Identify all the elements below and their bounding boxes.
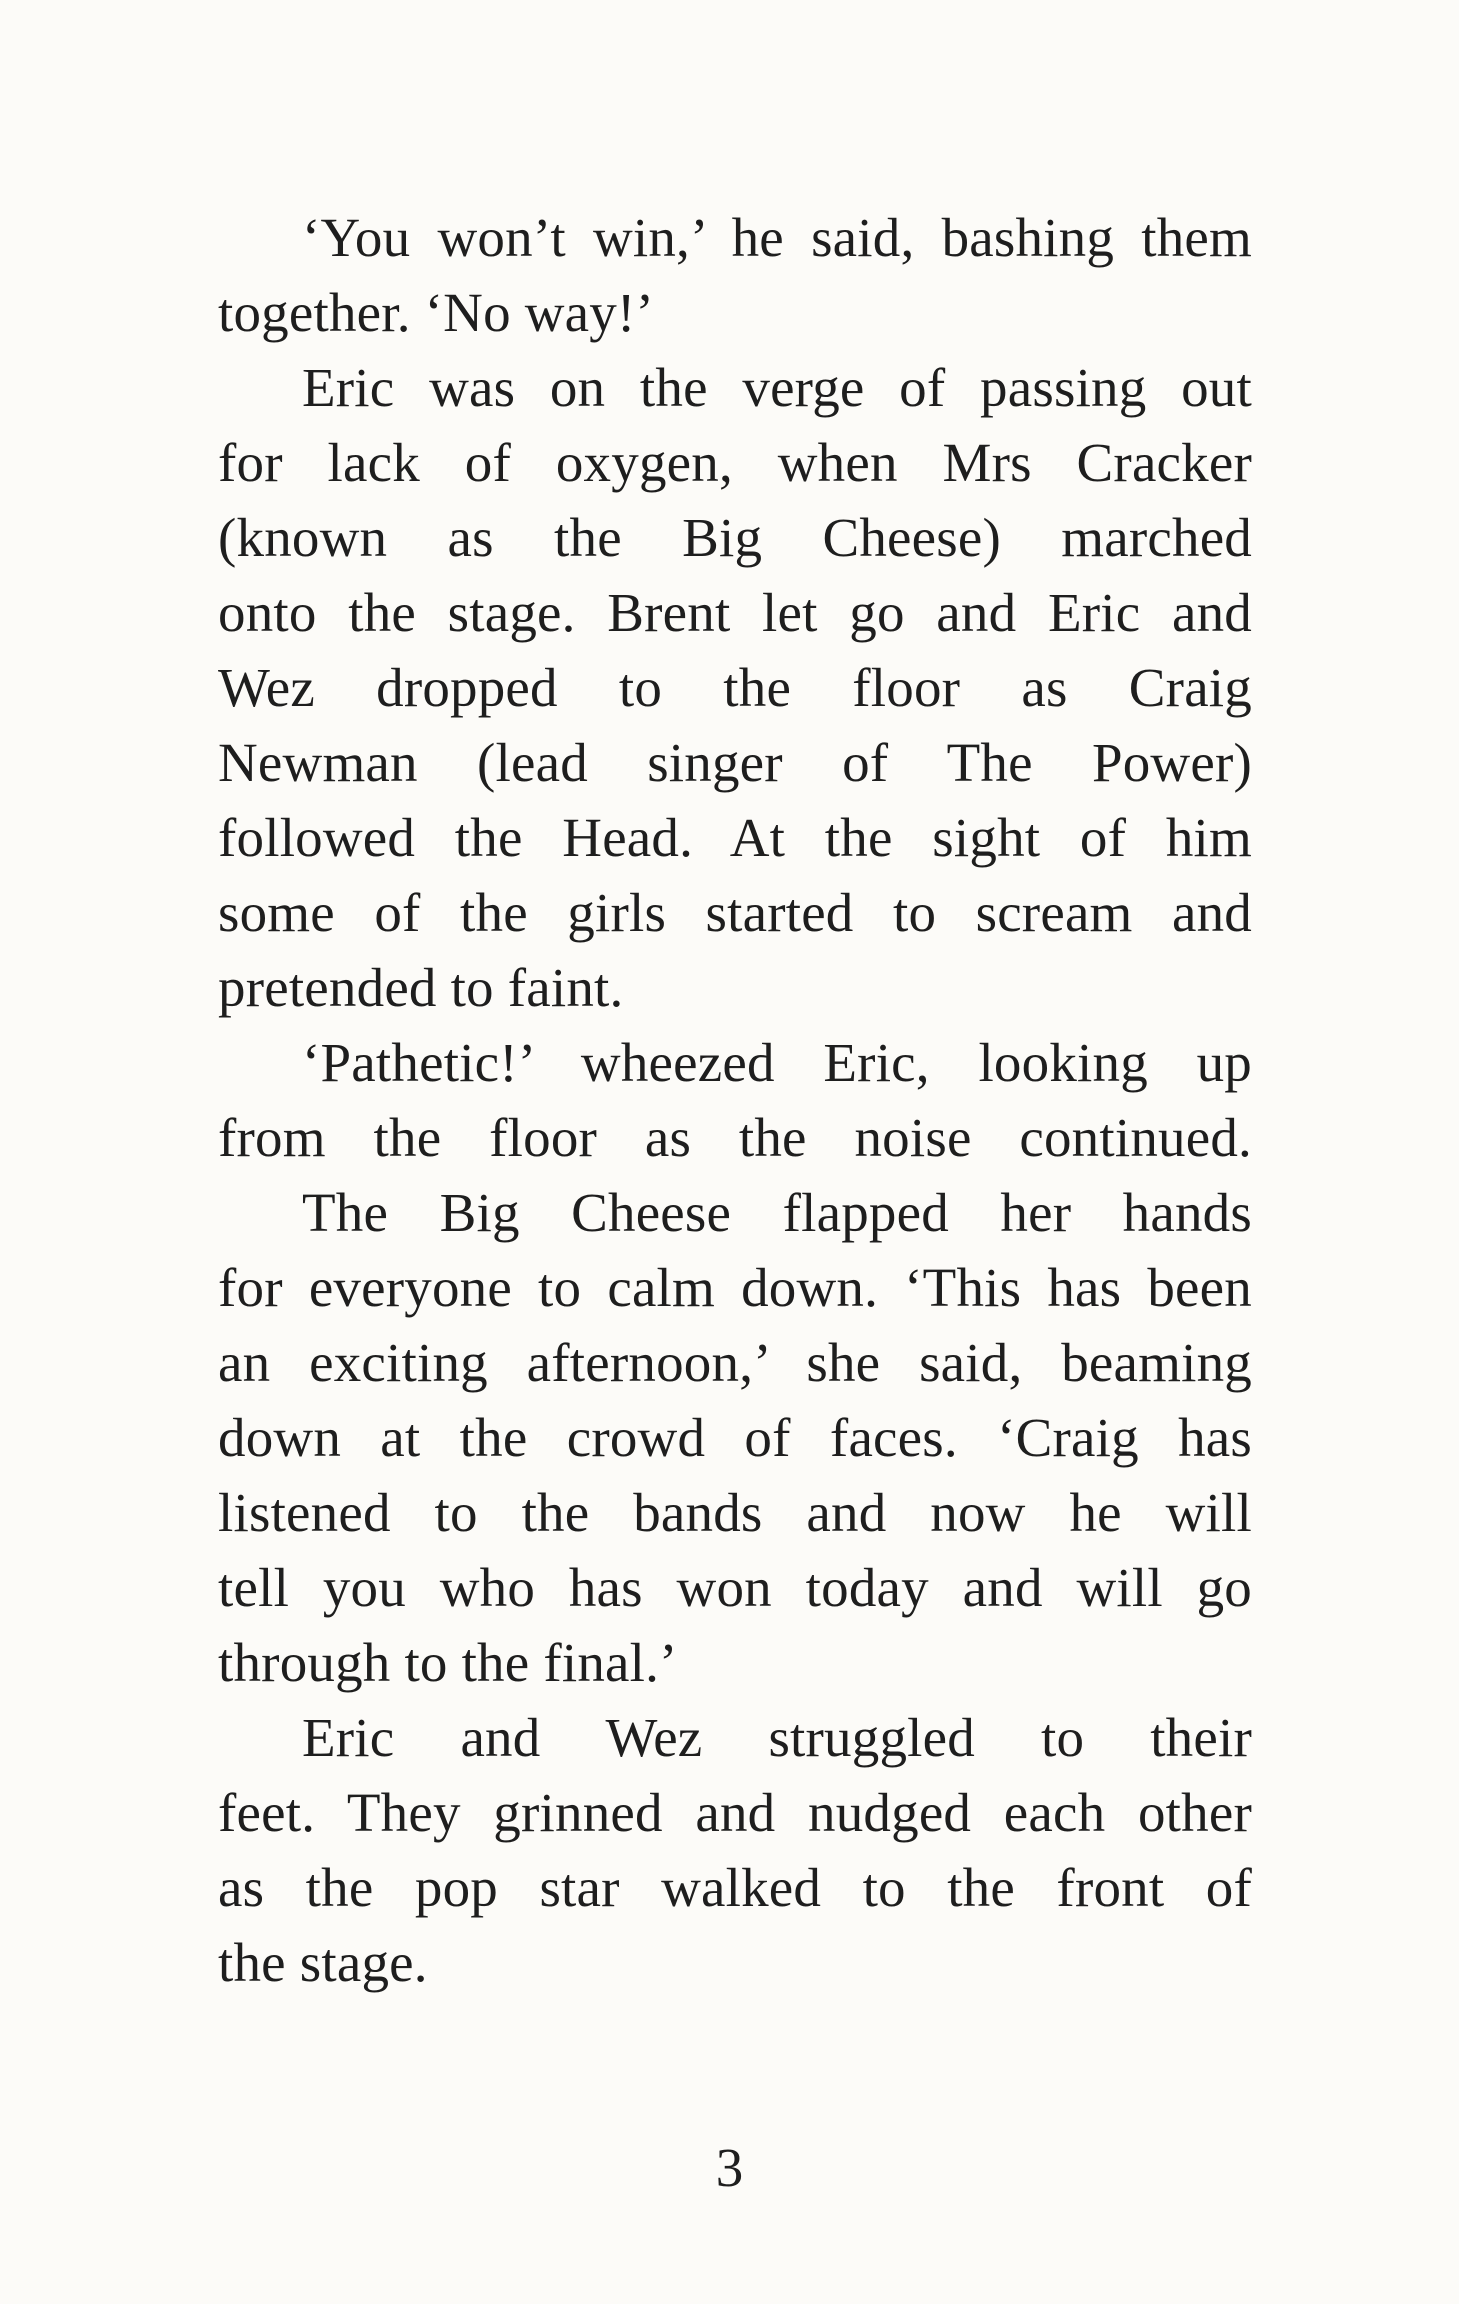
- text-line: ‘Pathetic!’ wheezed Eric, looking up: [302, 1032, 1252, 1093]
- paragraph: [218, 200, 1252, 350]
- paragraph: [218, 1175, 1252, 1700]
- text-line: pretended to faint.: [218, 957, 624, 1018]
- text-line: as the pop star walked to the front of: [218, 1857, 1252, 1918]
- body-text: [218, 200, 1252, 2000]
- text-line: Wez dropped to the floor as Craig: [218, 657, 1252, 718]
- text-line: an exciting afternoon,’ she said, beaming: [218, 1332, 1252, 1393]
- text-line: through to the final.’: [218, 1632, 678, 1693]
- paragraph: [218, 350, 1252, 1025]
- text-line: onto the stage. Brent let go and Eric and: [218, 582, 1252, 643]
- text-line: the stage.: [218, 1932, 428, 1993]
- text-line: listened to the bands and now he will: [218, 1482, 1252, 1543]
- text-line: Eric was on the verge of passing out: [302, 357, 1252, 418]
- text-line: followed the Head. At the sight of him: [218, 807, 1252, 868]
- text-line: (known as the Big Cheese) marched: [218, 507, 1252, 568]
- text-line: ‘You won’t win,’ he said, bashing them: [302, 207, 1252, 268]
- text-line: tell you who has won today and will go: [218, 1557, 1252, 1618]
- paragraph: [218, 1025, 1252, 1175]
- text-line: some of the girls started to scream and: [218, 882, 1252, 943]
- text-line: The Big Cheese flapped her hands: [302, 1182, 1252, 1243]
- page-number: 3: [715, 2137, 744, 2198]
- text-line: from the floor as the noise continued.: [218, 1107, 1252, 1168]
- text-line: Newman (lead singer of The Power): [218, 732, 1252, 793]
- paragraph: [218, 1700, 1252, 2000]
- text-line: for lack of oxygen, when Mrs Cracker: [218, 432, 1252, 493]
- text-line: for everyone to calm down. ‘This has been: [218, 1257, 1252, 1318]
- text-line: together. ‘No way!’: [218, 282, 655, 343]
- text-line: Eric and Wez struggled to their: [302, 1707, 1252, 1768]
- text-line: down at the crowd of faces. ‘Craig has: [218, 1407, 1252, 1468]
- text-line: feet. They grinned and nudged each other: [218, 1782, 1252, 1843]
